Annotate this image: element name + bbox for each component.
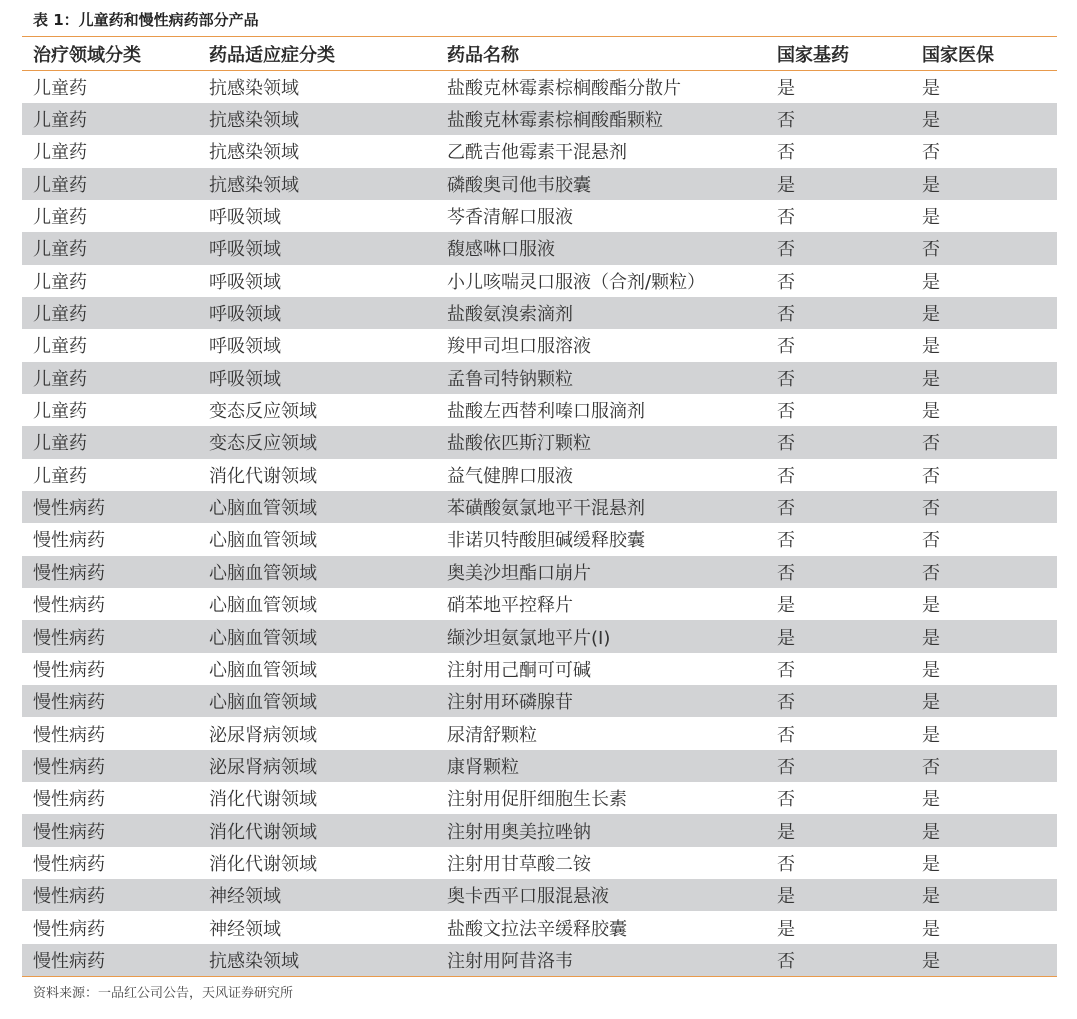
cell-drug-name: 益气健脾口服液 <box>447 465 573 487</box>
cell-national-essential: 否 <box>777 465 795 487</box>
cell-drug-name: 盐酸克林霉素棕榈酸酯颗粒 <box>447 110 663 132</box>
cell-indication: 心脑血管领域 <box>209 498 317 520</box>
cell-indication: 泌尿肾病领域 <box>209 724 317 746</box>
cell-therapy-area: 儿童药 <box>33 336 87 358</box>
header-therapy-area: 治疗领域分类 <box>33 44 141 66</box>
cell-national-essential: 否 <box>777 304 795 326</box>
cell-national-insurance: 是 <box>922 77 940 99</box>
table-row <box>22 200 1057 232</box>
table-row <box>22 620 1057 652</box>
cell-national-essential: 否 <box>777 950 795 972</box>
cell-indication: 消化代谢领域 <box>209 465 317 487</box>
cell-national-insurance: 是 <box>922 627 940 649</box>
cell-drug-name: 康肾颗粒 <box>447 756 519 778</box>
cell-national-essential: 否 <box>777 692 795 714</box>
table-row <box>22 717 1057 749</box>
cell-drug-name: 小儿咳喘灵口服液（合剂/颗粒） <box>447 271 706 293</box>
table-row <box>22 232 1057 264</box>
cell-national-insurance: 是 <box>922 304 940 326</box>
cell-drug-name: 注射用阿昔洛韦 <box>447 950 573 972</box>
cell-national-insurance: 是 <box>922 886 940 908</box>
cell-national-insurance: 是 <box>922 401 940 423</box>
cell-national-insurance: 是 <box>922 368 940 390</box>
table-row <box>22 459 1057 491</box>
table-caption: 表 1：儿童药和慢性病药部分产品 <box>33 11 259 29</box>
header-indication: 药品适应症分类 <box>209 44 335 66</box>
cell-national-insurance: 是 <box>922 853 940 875</box>
cell-therapy-area: 儿童药 <box>33 433 87 455</box>
cell-national-essential: 否 <box>777 853 795 875</box>
table-row <box>22 556 1057 588</box>
cell-national-essential: 否 <box>777 433 795 455</box>
cell-drug-name: 注射用环磷腺苷 <box>447 692 573 714</box>
cell-therapy-area: 儿童药 <box>33 142 87 164</box>
header-drug-name: 药品名称 <box>447 44 519 66</box>
cell-national-essential: 否 <box>777 336 795 358</box>
cell-therapy-area: 慢性病药 <box>33 595 105 617</box>
cell-national-essential: 否 <box>777 368 795 390</box>
cell-national-essential: 是 <box>777 627 795 649</box>
header-national-insurance: 国家医保 <box>922 44 994 66</box>
cell-drug-name: 注射用促肝细胞生长素 <box>447 789 627 811</box>
cell-indication: 心脑血管领域 <box>209 562 317 584</box>
cell-drug-name: 注射用己酮可可碱 <box>447 659 591 681</box>
cell-drug-name: 盐酸克林霉素棕榈酸酯分散片 <box>447 77 681 99</box>
source-note: 资料来源：一品红公司公告，天风证券研究所 <box>33 986 294 1001</box>
table-row <box>22 588 1057 620</box>
cell-indication: 呼吸领域 <box>209 239 281 261</box>
table-row <box>22 523 1057 555</box>
cell-indication: 抗感染领域 <box>209 950 299 972</box>
cell-national-insurance: 是 <box>922 271 940 293</box>
table-row <box>22 329 1057 361</box>
cell-therapy-area: 儿童药 <box>33 239 87 261</box>
cell-national-essential: 是 <box>777 886 795 908</box>
cell-drug-name: 盐酸依匹斯汀颗粒 <box>447 433 591 455</box>
cell-national-insurance: 是 <box>922 595 940 617</box>
table-row <box>22 911 1057 943</box>
table-row <box>22 103 1057 135</box>
cell-national-insurance: 是 <box>922 692 940 714</box>
cell-therapy-area: 慢性病药 <box>33 853 105 875</box>
cell-national-insurance: 否 <box>922 756 940 778</box>
cell-indication: 抗感染领域 <box>209 110 299 132</box>
cell-drug-name: 馥感啉口服液 <box>447 239 555 261</box>
cell-national-essential: 否 <box>777 530 795 552</box>
cell-indication: 消化代谢领域 <box>209 853 317 875</box>
cell-national-essential: 否 <box>777 562 795 584</box>
cell-drug-name: 缬沙坦氨氯地平片(I) <box>447 627 611 649</box>
cell-national-essential: 是 <box>777 918 795 940</box>
cell-national-essential: 否 <box>777 401 795 423</box>
cell-national-essential: 是 <box>777 821 795 843</box>
cell-national-insurance: 是 <box>922 789 940 811</box>
cell-national-essential: 否 <box>777 789 795 811</box>
cell-therapy-area: 儿童药 <box>33 465 87 487</box>
table-row <box>22 265 1057 297</box>
cell-national-essential: 是 <box>777 77 795 99</box>
cell-indication: 消化代谢领域 <box>209 789 317 811</box>
cell-therapy-area: 慢性病药 <box>33 756 105 778</box>
cell-national-insurance: 否 <box>922 433 940 455</box>
cell-therapy-area: 慢性病药 <box>33 724 105 746</box>
table-row <box>22 750 1057 782</box>
cell-indication: 呼吸领域 <box>209 336 281 358</box>
cell-indication: 泌尿肾病领域 <box>209 756 317 778</box>
cell-national-insurance: 否 <box>922 239 940 261</box>
cell-drug-name: 乙酰吉他霉素干混悬剂 <box>447 142 627 164</box>
cell-drug-name: 苯磺酸氨氯地平干混悬剂 <box>447 498 645 520</box>
table-body <box>22 71 1057 977</box>
cell-drug-name: 盐酸文拉法辛缓释胶囊 <box>447 918 627 940</box>
cell-drug-name: 注射用奥美拉唑钠 <box>447 821 591 843</box>
cell-indication: 心脑血管领域 <box>209 627 317 649</box>
cell-national-insurance: 是 <box>922 918 940 940</box>
cell-indication: 心脑血管领域 <box>209 595 317 617</box>
cell-indication: 呼吸领域 <box>209 368 281 390</box>
cell-therapy-area: 儿童药 <box>33 401 87 423</box>
cell-therapy-area: 慢性病药 <box>33 918 105 940</box>
table-row <box>22 297 1057 329</box>
cell-national-insurance: 否 <box>922 498 940 520</box>
cell-national-essential: 否 <box>777 142 795 164</box>
cell-national-insurance: 是 <box>922 724 940 746</box>
cell-therapy-area: 慢性病药 <box>33 562 105 584</box>
cell-national-essential: 否 <box>777 271 795 293</box>
cell-drug-name: 奥美沙坦酯口崩片 <box>447 562 591 584</box>
cell-national-essential: 是 <box>777 174 795 196</box>
table-row <box>22 653 1057 685</box>
header-row <box>22 37 1057 71</box>
cell-indication: 神经领域 <box>209 886 281 908</box>
table-row <box>22 71 1057 103</box>
cell-drug-name: 尿清舒颗粒 <box>447 724 537 746</box>
cell-national-essential: 否 <box>777 659 795 681</box>
cell-national-insurance: 是 <box>922 207 940 229</box>
table-row <box>22 362 1057 394</box>
header-national-essential: 国家基药 <box>777 44 849 66</box>
cell-therapy-area: 慢性病药 <box>33 789 105 811</box>
table-row <box>22 135 1057 167</box>
cell-therapy-area: 儿童药 <box>33 207 87 229</box>
table-row <box>22 168 1057 200</box>
cell-national-insurance: 否 <box>922 465 940 487</box>
cell-therapy-area: 儿童药 <box>33 174 87 196</box>
table-row <box>22 426 1057 458</box>
table-row <box>22 814 1057 846</box>
table-row <box>22 394 1057 426</box>
cell-indication: 变态反应领域 <box>209 401 317 423</box>
table-row <box>22 782 1057 814</box>
cell-national-insurance: 是 <box>922 110 940 132</box>
cell-drug-name: 盐酸氨溴索滴剂 <box>447 304 573 326</box>
cell-drug-name: 注射用甘草酸二铵 <box>447 853 591 875</box>
table-row <box>22 944 1057 976</box>
cell-national-insurance: 是 <box>922 174 940 196</box>
cell-national-essential: 否 <box>777 756 795 778</box>
product-table <box>22 36 1057 977</box>
cell-national-insurance: 是 <box>922 659 940 681</box>
cell-national-essential: 否 <box>777 498 795 520</box>
cell-drug-name: 奥卡西平口服混悬液 <box>447 886 609 908</box>
cell-indication: 抗感染领域 <box>209 174 299 196</box>
table-row <box>22 847 1057 879</box>
cell-therapy-area: 儿童药 <box>33 304 87 326</box>
cell-indication: 呼吸领域 <box>209 207 281 229</box>
cell-indication: 消化代谢领域 <box>209 821 317 843</box>
table-row <box>22 685 1057 717</box>
cell-drug-name: 非诺贝特酸胆碱缓释胶囊 <box>447 530 645 552</box>
cell-indication: 呼吸领域 <box>209 271 281 293</box>
cell-national-essential: 否 <box>777 724 795 746</box>
cell-therapy-area: 慢性病药 <box>33 821 105 843</box>
cell-drug-name: 孟鲁司特钠颗粒 <box>447 368 573 390</box>
cell-drug-name: 羧甲司坦口服溶液 <box>447 336 591 358</box>
cell-national-insurance: 否 <box>922 562 940 584</box>
table-row <box>22 879 1057 911</box>
cell-national-insurance: 否 <box>922 530 940 552</box>
cell-therapy-area: 儿童药 <box>33 110 87 132</box>
cell-therapy-area: 慢性病药 <box>33 950 105 972</box>
cell-national-essential: 否 <box>777 239 795 261</box>
cell-national-essential: 否 <box>777 207 795 229</box>
cell-drug-name: 硝苯地平控释片 <box>447 595 573 617</box>
product-table-container <box>22 36 1057 977</box>
cell-therapy-area: 慢性病药 <box>33 498 105 520</box>
cell-therapy-area: 儿童药 <box>33 77 87 99</box>
cell-drug-name: 芩香清解口服液 <box>447 207 573 229</box>
cell-therapy-area: 慢性病药 <box>33 886 105 908</box>
cell-therapy-area: 慢性病药 <box>33 692 105 714</box>
cell-indication: 心脑血管领域 <box>209 692 317 714</box>
cell-therapy-area: 儿童药 <box>33 368 87 390</box>
cell-therapy-area: 慢性病药 <box>33 659 105 681</box>
cell-drug-name: 磷酸奥司他韦胶囊 <box>447 174 591 196</box>
cell-indication: 心脑血管领域 <box>209 659 317 681</box>
cell-indication: 心脑血管领域 <box>209 530 317 552</box>
table-header <box>22 37 1057 71</box>
cell-therapy-area: 慢性病药 <box>33 530 105 552</box>
cell-drug-name: 盐酸左西替利嗪口服滴剂 <box>447 401 645 423</box>
cell-indication: 抗感染领域 <box>209 142 299 164</box>
cell-indication: 抗感染领域 <box>209 77 299 99</box>
cell-national-essential: 否 <box>777 110 795 132</box>
cell-national-insurance: 否 <box>922 142 940 164</box>
cell-therapy-area: 慢性病药 <box>33 627 105 649</box>
cell-indication: 神经领域 <box>209 918 281 940</box>
cell-national-insurance: 是 <box>922 821 940 843</box>
table-row <box>22 491 1057 523</box>
cell-therapy-area: 儿童药 <box>33 271 87 293</box>
cell-national-insurance: 是 <box>922 336 940 358</box>
cell-national-insurance: 是 <box>922 950 940 972</box>
cell-indication: 呼吸领域 <box>209 304 281 326</box>
cell-national-essential: 是 <box>777 595 795 617</box>
cell-indication: 变态反应领域 <box>209 433 317 455</box>
